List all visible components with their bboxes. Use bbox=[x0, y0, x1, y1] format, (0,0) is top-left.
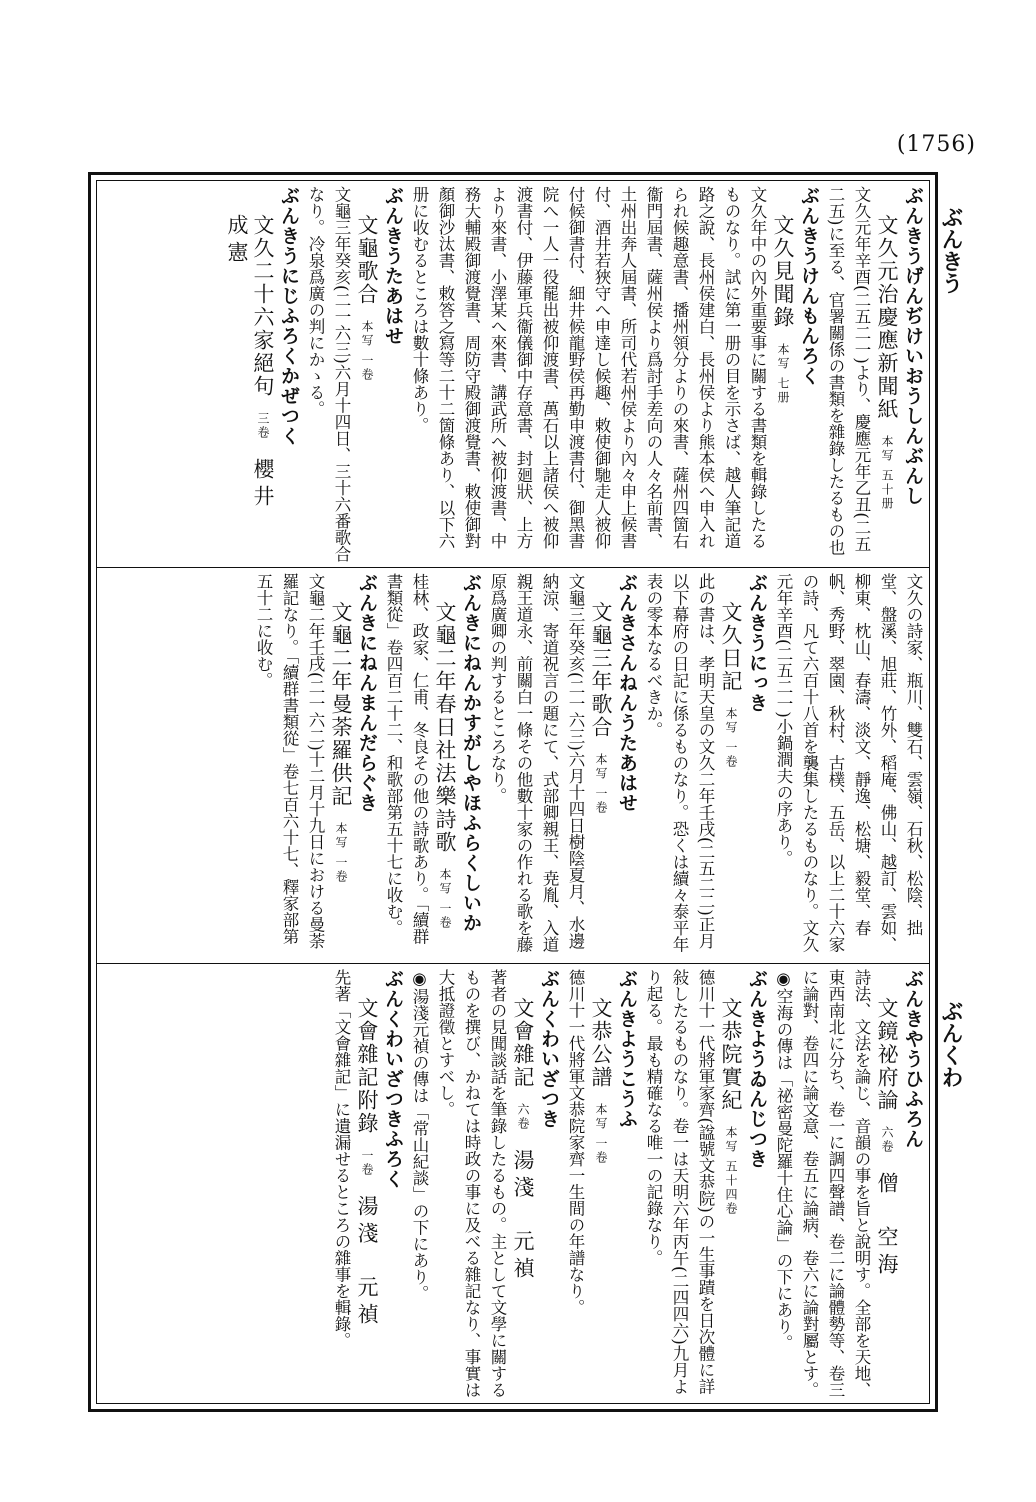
entry-body-text: 著者の見聞談話を筆錄したるもの。主として文學に關するものを撰び、かねては時政の事に及べる雜記なり、事實は大抵證徵とすべし。 bbox=[436, 969, 507, 1398]
entry-head bbox=[380, 186, 406, 564]
entry-head bbox=[276, 186, 302, 564]
entry-body bbox=[406, 186, 770, 564]
entry-head-text: ぶんきようこうふ bbox=[616, 969, 638, 1129]
entry-body-text: 文龜三年癸亥(二一六三)六月十四日、三十六番歌合なり。冷泉爲廣の判にかゝる。 bbox=[306, 186, 351, 562]
entry-note: 本写 一卷 bbox=[594, 1103, 608, 1165]
entry-note: 一卷 bbox=[360, 1149, 374, 1177]
entry-head bbox=[380, 969, 406, 1401]
entry-body-text: 文久年中の內外重要事に關する書類を輯錄したるものなり。試に第一册の目を示さば、越人筆記道路之說、長州侯建白、長州侯より熊本侯へ申入れられ候趣意書、播州領分よりの來書、薩州四箇右衞門屆書、薩州侯より爲討手差向の人々名前書、土州出奔人屆書、所司代若州侯より內々申上候書付、酒井若狹守へ申達し候趣、敕使御馳走人被仰付候御書付、細井候龍野侯再勤申渡書付、御黑書院へ一人一役罷出被仰渡書、萬石以上諸侯へ被仰渡書付、伊藤軍兵衞儀御中存意書、封廻狀、上方より來書、小澤某へ來書、講武所へ被仰渡書、中務大輔殿御渡覺書、周防守殿御渡覺書、敕使御對顏御沙汰書、敕答之寫等二十二箇條あり、以下六册に收むるところは數十條あり。 bbox=[410, 186, 767, 549]
entry-head-text: ぶんきようゐんじつき bbox=[746, 969, 768, 1169]
entry-body bbox=[302, 186, 354, 564]
entry-title bbox=[874, 969, 900, 1401]
entry-head bbox=[458, 573, 484, 959]
entry-note: 三卷 bbox=[256, 412, 270, 440]
entry-body-text: 文久元年辛酉(二五二一)より、慶應元年乙丑(二五二五)に至る、官署關係の書類を雜錄したるもの也 bbox=[826, 186, 871, 556]
entry-title bbox=[874, 186, 900, 564]
entry-author: 湯淺 元禎 bbox=[511, 1149, 535, 1284]
entry-note: 本写 五十四卷 bbox=[724, 1126, 738, 1216]
entry-title-text: 文久元治慶應新聞紙 bbox=[875, 214, 899, 421]
entry-body-text: ◉湯淺元禎の傳は「常山紀談」の下にあり。 bbox=[410, 969, 429, 1302]
entry-head bbox=[354, 573, 380, 959]
entry-note: 本写 一卷 bbox=[594, 753, 608, 815]
entry-title bbox=[354, 186, 380, 564]
entry-body bbox=[432, 969, 510, 1401]
entry-title-text: 文恭公譜 bbox=[589, 997, 613, 1089]
entry-author: 櫻井 成憲 bbox=[225, 214, 275, 539]
entry-body-text: 文久の詩家、瓶川、雙石、雲嶺、石秋、松陰、拙堂、盤溪、旭莊、竹外、稻庵、佛山、越訂、雲如、柳東、枕山、春濤、淡文、靜逸、松塘、毅堂、春帆、秀野、翠園、秋村、古樸、五岳、以上二十六家の詩、凡て六百十八首を襲集したるものなり。文久元年辛酉(二五二一)小鍋澗夫の序あり。 bbox=[774, 573, 923, 953]
entry-title bbox=[588, 969, 614, 1401]
entry-title-text: 文會雜記附錄 bbox=[355, 997, 379, 1135]
entry-head bbox=[744, 573, 770, 959]
band-2 bbox=[100, 573, 926, 959]
entry-body-text: 此の書は、孝明天皇の文久二年壬戌(二五二二)正月以下幕府の日記に係るものなり。恐くは續々泰平年表の零本なるべきか。 bbox=[644, 573, 715, 953]
entry-title bbox=[328, 573, 354, 959]
entry-body-text: 德川十一代將軍家齊(諡號文恭院)の一生事蹟を日次體に詳敍したるものなり。卷一は天明六年丙午(二四四六)九月より起る。最も精確なる唯一の記錄なり。 bbox=[644, 969, 715, 1395]
band-3 bbox=[100, 969, 926, 1401]
entry-body bbox=[250, 573, 328, 959]
entry-author: 僧 空海 bbox=[875, 1172, 899, 1280]
entry-body-text: ◉空海の傳は「祕密曼陀羅十住心論」の下にあり。 bbox=[774, 969, 793, 1351]
entry-title bbox=[588, 573, 614, 959]
entry-head-text: ぶんくわいざつき bbox=[538, 969, 560, 1129]
entry-head-text: ぶんきうたあはせ bbox=[382, 186, 404, 346]
band-divider-1 bbox=[96, 567, 930, 568]
entry-head bbox=[614, 573, 640, 959]
entry-title-text: 文龜歌合 bbox=[355, 214, 379, 306]
entry-title bbox=[432, 573, 458, 959]
entry-title-text: 文會雜記 bbox=[511, 997, 535, 1089]
entry-note: 本写 一卷 bbox=[438, 868, 452, 930]
entry-body bbox=[640, 573, 718, 959]
entry-body-text: 文龜三年癸亥(二一六三)六月十四日樹陰夏月、水邊納涼、寄道祝言の題にて、式部卿親王、尭胤、入道親王道永、前關白一條その他數十家の作れる歌を藤原爲廣卿の判するところなり。 bbox=[488, 573, 585, 953]
band-divider-2 bbox=[96, 963, 930, 964]
entry-title-text: 文恭院實紀 bbox=[719, 997, 743, 1112]
entry-body bbox=[562, 969, 588, 1401]
entry-head-text: ぶんきうにっき bbox=[746, 573, 768, 713]
entry-body bbox=[796, 969, 874, 1401]
entry-body-text: 德川十一代將軍文恭院家齊一生間の年譜なり。 bbox=[566, 969, 585, 1316]
entry-body-text: 桂林、政家、仁甫、冬良その他の詩歌あり。「續群書類從」卷四百二十二、和歌部第五十七に收む。 bbox=[384, 573, 429, 945]
entry-note: 本写 五十册 bbox=[880, 435, 894, 511]
entry-title-text: 文龜二年曼荼羅供記 bbox=[329, 601, 353, 808]
entry-title bbox=[718, 969, 744, 1401]
entry-author: 湯淺 元禎 bbox=[355, 1195, 379, 1330]
entry-body bbox=[328, 969, 354, 1401]
entry-title bbox=[770, 186, 796, 564]
side-label-bottom: ぶんくわ bbox=[938, 1000, 964, 1088]
entry-title bbox=[510, 969, 536, 1401]
entry-body bbox=[484, 573, 588, 959]
entry-head-text: ぶんきにねんかすがしやほふらくしいか bbox=[460, 573, 482, 933]
entry-title-text: 文龜三年歌合 bbox=[589, 601, 613, 739]
entry-body-text: 先著「文會雜記」に遺漏せるところの雜事を輯錄。 bbox=[332, 969, 351, 1349]
entry-title-text: 文久見聞錄 bbox=[771, 214, 795, 329]
entry-head bbox=[900, 969, 926, 1401]
entry-title-text: 文久日記 bbox=[719, 601, 743, 693]
entry-body bbox=[640, 969, 718, 1401]
entry-title bbox=[718, 573, 744, 959]
entry-note: 六卷 bbox=[516, 1103, 530, 1131]
entry-body bbox=[380, 573, 432, 959]
entry-body-text: 文龜二年壬戌(二一六二)十二月十九日における曼荼羅記なり。「續群書類從」卷七百六十七、釋家部第五十二に收む。 bbox=[254, 573, 325, 949]
entry-body-text: 詩法、文法を論じ、音韻の事を旨と說明す。全部を天地、東西南北に分ち、卷一に調四聲譜、卷二に論體勢等、卷三に論對、卷四に論文意、卷五に論病、卷六に論對屬とす。 bbox=[800, 969, 871, 1398]
entry-body bbox=[770, 573, 926, 959]
entry-head bbox=[744, 969, 770, 1401]
entry-head-text: ぶんきにねんまんだらぐき bbox=[356, 573, 378, 813]
entry-head-text: ぶんきうけんもんろく bbox=[798, 186, 820, 386]
entry-head-text: ぶんきやうひふろん bbox=[902, 969, 924, 1149]
band-1 bbox=[100, 186, 926, 564]
entry-body bbox=[406, 969, 432, 1401]
entry-body bbox=[822, 186, 874, 564]
entry-note: 本写 一卷 bbox=[724, 707, 738, 769]
entry-head-text: ぶんきうげんぢけいおうしんぶんし bbox=[902, 186, 924, 506]
entry-note: 本写 一卷 bbox=[334, 822, 348, 884]
side-label-top: ぶんきう bbox=[938, 206, 964, 294]
entry-title bbox=[224, 186, 276, 564]
entry-body bbox=[770, 969, 796, 1401]
entry-head bbox=[614, 969, 640, 1401]
entry-title-text: 文鏡祕府論 bbox=[875, 997, 899, 1112]
entry-head-text: ぶんくわいざつきふろく bbox=[382, 969, 404, 1189]
page-number: (1756) bbox=[896, 132, 976, 157]
entry-head bbox=[536, 969, 562, 1401]
entry-head-text: ぶんきうにじふろくかぜつく bbox=[278, 186, 300, 446]
entry-title bbox=[354, 969, 380, 1401]
entry-note: 本写 七册 bbox=[776, 343, 790, 405]
entry-title-text: 文龜二年春日社法樂詩歌 bbox=[433, 601, 457, 854]
entry-note: 本写 一卷 bbox=[360, 320, 374, 382]
entry-head bbox=[796, 186, 822, 564]
entry-note: 六卷 bbox=[880, 1126, 894, 1154]
entry-head bbox=[900, 186, 926, 564]
entry-title-text: 文久二十六家絕句 bbox=[251, 214, 275, 398]
entry-head-text: ぶんきさんねんうたあはせ bbox=[616, 573, 638, 813]
